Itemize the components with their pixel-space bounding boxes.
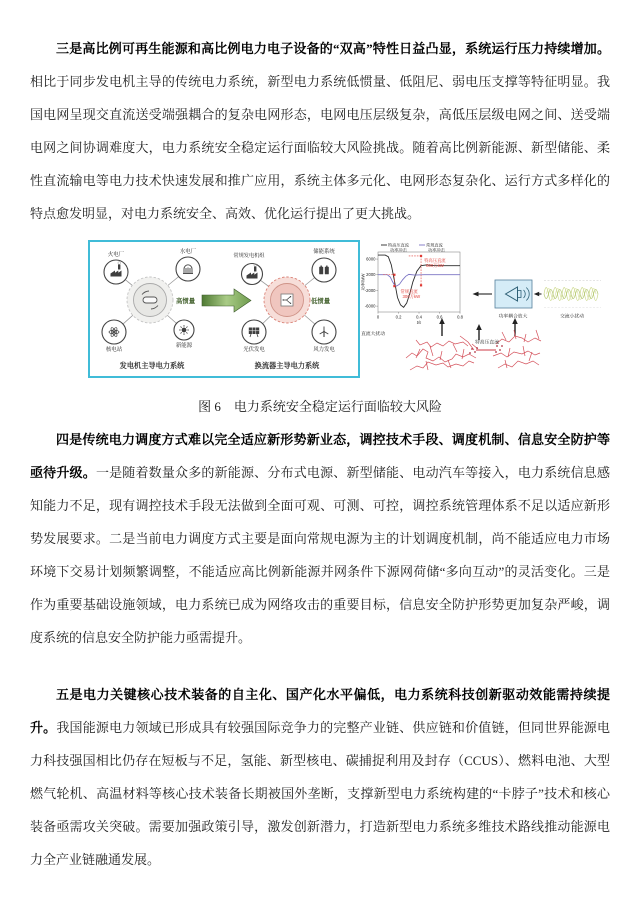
node-label: 新能源 <box>175 343 193 349</box>
svg-text:300万kW: 300万kW <box>402 293 421 299</box>
low-inertia-label: 低惯量 <box>311 298 331 305</box>
svg-text:-2000: -2000 <box>364 287 376 293</box>
system-b-caption: 换流器主导电力系统 <box>254 361 320 370</box>
paragraph-5-body: 我国能源电力领域已形成具有较强国际竞争力的完整产业链、供应链和价值链，但同世界能源电力科技强国相比仍存在短板与不足，氢能、新型核电、碳捕捉利用及封存（CCUS）、燃料电池、大型燃气轮机、高温材料等核心技术装备长期被国外垄断，支撑新型电力系统构建的“卡脖子”技术和核心装备亟需攻关突破。需要加强政策引导，激发创新潜力，打造新型电力系统多维技术路线推动能源电力全产业链融通发展。 <box>30 720 610 867</box>
figure-6 <box>88 240 608 390</box>
coupling-amplifier-box <box>495 280 532 308</box>
paragraph-5-lead: 五是电力关键核心技术装备的自主化、国产化水平偏低，电力系统科技创新驱动效能需持续提升。 <box>30 687 610 735</box>
svg-text:常规直流: 常规直流 <box>426 242 443 248</box>
generator-system <box>102 247 200 370</box>
svg-text:6000: 6000 <box>366 256 376 262</box>
receiving-grid-map <box>493 330 541 368</box>
paragraph-4 <box>30 423 610 654</box>
high-inertia-label: 高惯量 <box>176 298 196 305</box>
dc-disturbance-label: 直流大扰动 <box>361 332 385 337</box>
node-label: 风力发电 <box>313 347 335 353</box>
paragraph-3-body: 相比于同步发电机主导的传统电力系统，新型电力系统低惯量、低阻尼、弱电压支撑等特征明显。我国电网呈现交直流送受端强耦合的复杂电网形态，电网电压层级复杂，高低压层级电网之间、送受端电网之间协调难度大，电力系统安全稳定运行面临较大风险挑战。随着高比例新能源、新型储能、柔性直流输电等电力技术快速发展和推广应用，系统主体多元化、电网形态复杂化、运行方式多样化的特点愈发明显，对电力系统安全、高效、优化运行提出了更大挑战。 <box>30 74 610 221</box>
svg-text:0.6: 0.6 <box>436 314 443 320</box>
node-label: 火电厂 <box>107 252 125 258</box>
svg-text:特高压直流: 特高压直流 <box>424 258 446 264</box>
svg-text:0.2: 0.2 <box>395 314 402 320</box>
figure-right-panel <box>360 240 608 390</box>
svg-text:0: 0 <box>376 314 380 320</box>
system-a-caption: 发电机主导电力系统 <box>119 361 185 370</box>
svg-text:特高压直流: 特高压直流 <box>388 242 409 248</box>
node-label: 水电厂 <box>179 249 197 255</box>
paragraph-5 <box>30 678 610 876</box>
converter-icon <box>281 294 293 306</box>
sending-grid-map <box>406 336 478 370</box>
node-label: 储能系统 <box>313 249 335 255</box>
uhvdc-label: 特高压直流 <box>475 340 499 346</box>
paragraph-4-body: 一是随着数量众多的新能源、分布式电源、新型储能、电动汽车等接入，电力系统信息感知能力不足，现有调控技术手段无法做到全面可观、可测、可控，调控系统管理体系不足以适应新形势发展要求。二是当前电力调度方式主要是面向常规电源为主的计划调度机制，尚不能适应电力市场环境下交易计划频繁调整，不能适应高比例新能源并网条件下源网荷储“多向互动”的灵活变化。三是作为重要基础设施领域，电力系统已成为网络攻击的重要目标，信息安全防护形势更加复杂严峻，调度系统的信息安全防护能力亟需提升。 <box>30 465 610 645</box>
figure-caption: 图 6 电力系统安全稳定运行面临较大风险 <box>198 399 442 414</box>
svg-text:t/s: t/s <box>416 320 422 325</box>
svg-text:功率冲击: 功率冲击 <box>428 247 445 253</box>
svg-text:0.8: 0.8 <box>457 314 463 320</box>
node-label: 常规发电机组 <box>233 253 265 259</box>
paragraph-3-lead: 三是高比例可再生能源和高比例电力电子设备的“双高”特性日益凸显，系统运行压力持续增加。 <box>56 41 610 56</box>
ac-disturbance-label: 交流小扰动 <box>560 314 584 320</box>
svg-text:0.4: 0.4 <box>416 314 422 320</box>
converter-system <box>233 247 336 370</box>
transition-arrow-icon <box>202 289 251 312</box>
power-impact-chart <box>360 242 464 326</box>
ac-waveform <box>544 281 601 308</box>
figure-left-panel <box>88 240 360 378</box>
system-diagram <box>90 242 354 372</box>
svg-text:功率冲击: 功率冲击 <box>390 247 407 253</box>
paragraph-4-lead: 四是传统电力调度方式难以完全适应新形势新业态，调控技术手段、调度机制、信息安全防护等亟待升级。 <box>30 432 610 480</box>
paragraph-3 <box>30 32 610 230</box>
up-arrow-icon <box>439 318 518 340</box>
svg-text:常规直流: 常规直流 <box>400 288 418 294</box>
node-label: 核电站 <box>105 347 123 353</box>
node-label: 光伏发电 <box>243 347 265 353</box>
coupling-label: 功率耦合放大 <box>498 314 528 320</box>
svg-text:800万kW: 800万kW <box>426 263 444 269</box>
svg-text:2000: 2000 <box>366 272 376 278</box>
svg-text:-6000: -6000 <box>364 303 376 309</box>
svg-text:功率/MW: 功率/MW <box>360 273 366 291</box>
new-energy-icon <box>179 325 189 335</box>
